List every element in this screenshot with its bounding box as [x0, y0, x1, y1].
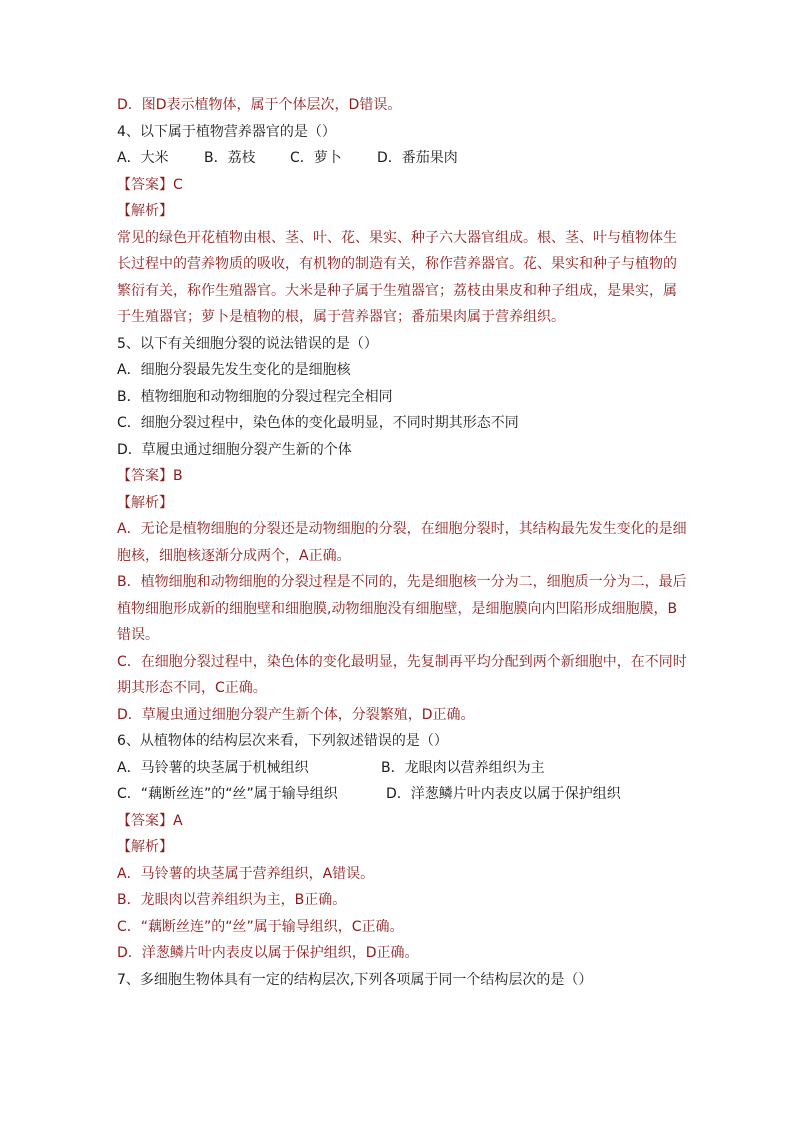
analysis-5-d: D．草履虫通过细胞分裂产生新个体，分裂繁殖，D正确。	[117, 706, 475, 723]
document-page	[117, 92, 687, 993]
analysis-line-d: D．图D表示植物体，属于个体层次，D错误。	[117, 97, 402, 113]
analysis-label-6: 【解析】	[117, 839, 173, 855]
analysis-label-5: 【解析】	[117, 494, 173, 511]
analysis-6-b: B．龙眼肉以营养组织为主，B正确。	[117, 892, 347, 908]
question-4: 4、以下属于植物营养器官的是（）	[117, 123, 336, 140]
option-c: C．“藕断丝连”的“丝”属于输导组织	[117, 786, 338, 802]
question-6-options-row1	[117, 755, 687, 782]
analysis-5-c: C．在细胞分裂过程中，染色体的变化最明显，先复制再平均分配到两个新细胞中，在不同时期其形态不同，C正确。	[117, 653, 687, 696]
analysis-6-a: A．马铃薯的块茎属于营养组织，A错误。	[117, 865, 375, 882]
answer-5: 【答案】B	[117, 468, 183, 484]
question-6-options-row2	[117, 781, 687, 808]
question-5: 5、以下有关细胞分裂的说法错误的是（）	[117, 335, 378, 352]
analysis-4: 常见的绿色开花植物由根、茎、叶、花、果实、种子六大器官组成。根、茎、叶与植物体生长过程中的营养物质的吸收，有机物的制造有关，称作营养器官。花、果实和种子与植物的繁衍有关，称作生殖器官。大米是种子属于生殖器官；荔枝由果皮和种子组成，是果实，属于生殖器官；萝卜是植物的根，属于营养器官；番茄果肉属于营养组织。	[117, 229, 677, 325]
analysis-label-4: 【解析】	[117, 203, 173, 219]
question-5-option-a: A．细胞分裂最先发生变化的是细胞核	[117, 362, 351, 378]
question-5-option-b: B．植物细胞和动物细胞的分裂过程完全相同	[117, 388, 393, 405]
answer-4: 【答案】C	[117, 176, 183, 193]
option-c: C．萝卜	[290, 150, 342, 166]
answer-6: 【答案】A	[117, 812, 183, 829]
analysis-5-b: B．植物细胞和动物细胞的分裂过程是不同的，先是细胞核一分为二，细胞质一分为二，最后植物细胞形成新的细胞壁和细胞膜,动物细胞没有细胞壁，是细胞膜向内凹陷形成细胞膜，B错误。	[117, 574, 687, 643]
option-b: B．龙眼肉以营养组织为主	[381, 759, 545, 776]
question-7: 7、多细胞生物体具有一定的结构层次,下列各项属于同一个结构层次的是（）	[117, 971, 593, 988]
question-5-option-d: D．草履虫通过细胞分裂产生新的个体	[117, 441, 352, 458]
question-5-option-c: C．细胞分裂过程中，染色体的变化最明显，不同时期其形态不同	[117, 415, 519, 431]
option-d: D．洋葱鳞片叶内表皮以属于保护组织	[386, 786, 621, 802]
option-b: B．荔枝	[204, 150, 256, 166]
option-d: D．番茄果肉	[377, 150, 458, 166]
option-a: A．大米	[117, 150, 169, 166]
analysis-6-d: D．洋葱鳞片叶内表皮以属于保护组织，D正确。	[117, 945, 419, 961]
analysis-5-a: A．无论是植物细胞的分裂还是动物细胞的分裂，在细胞分裂时，其结构最先发生变化的是细胞核，细胞核逐渐分成两个，A正确。	[117, 521, 687, 564]
option-a: A．马铃薯的块茎属于机械组织	[117, 759, 309, 776]
analysis-6-c: C．“藕断丝连”的“丝”属于输导组织，C正确。	[117, 918, 404, 935]
question-4-options	[117, 145, 687, 172]
question-6: 6、从植物体的结构层次来看，下列叙述错误的是（）	[117, 733, 448, 749]
